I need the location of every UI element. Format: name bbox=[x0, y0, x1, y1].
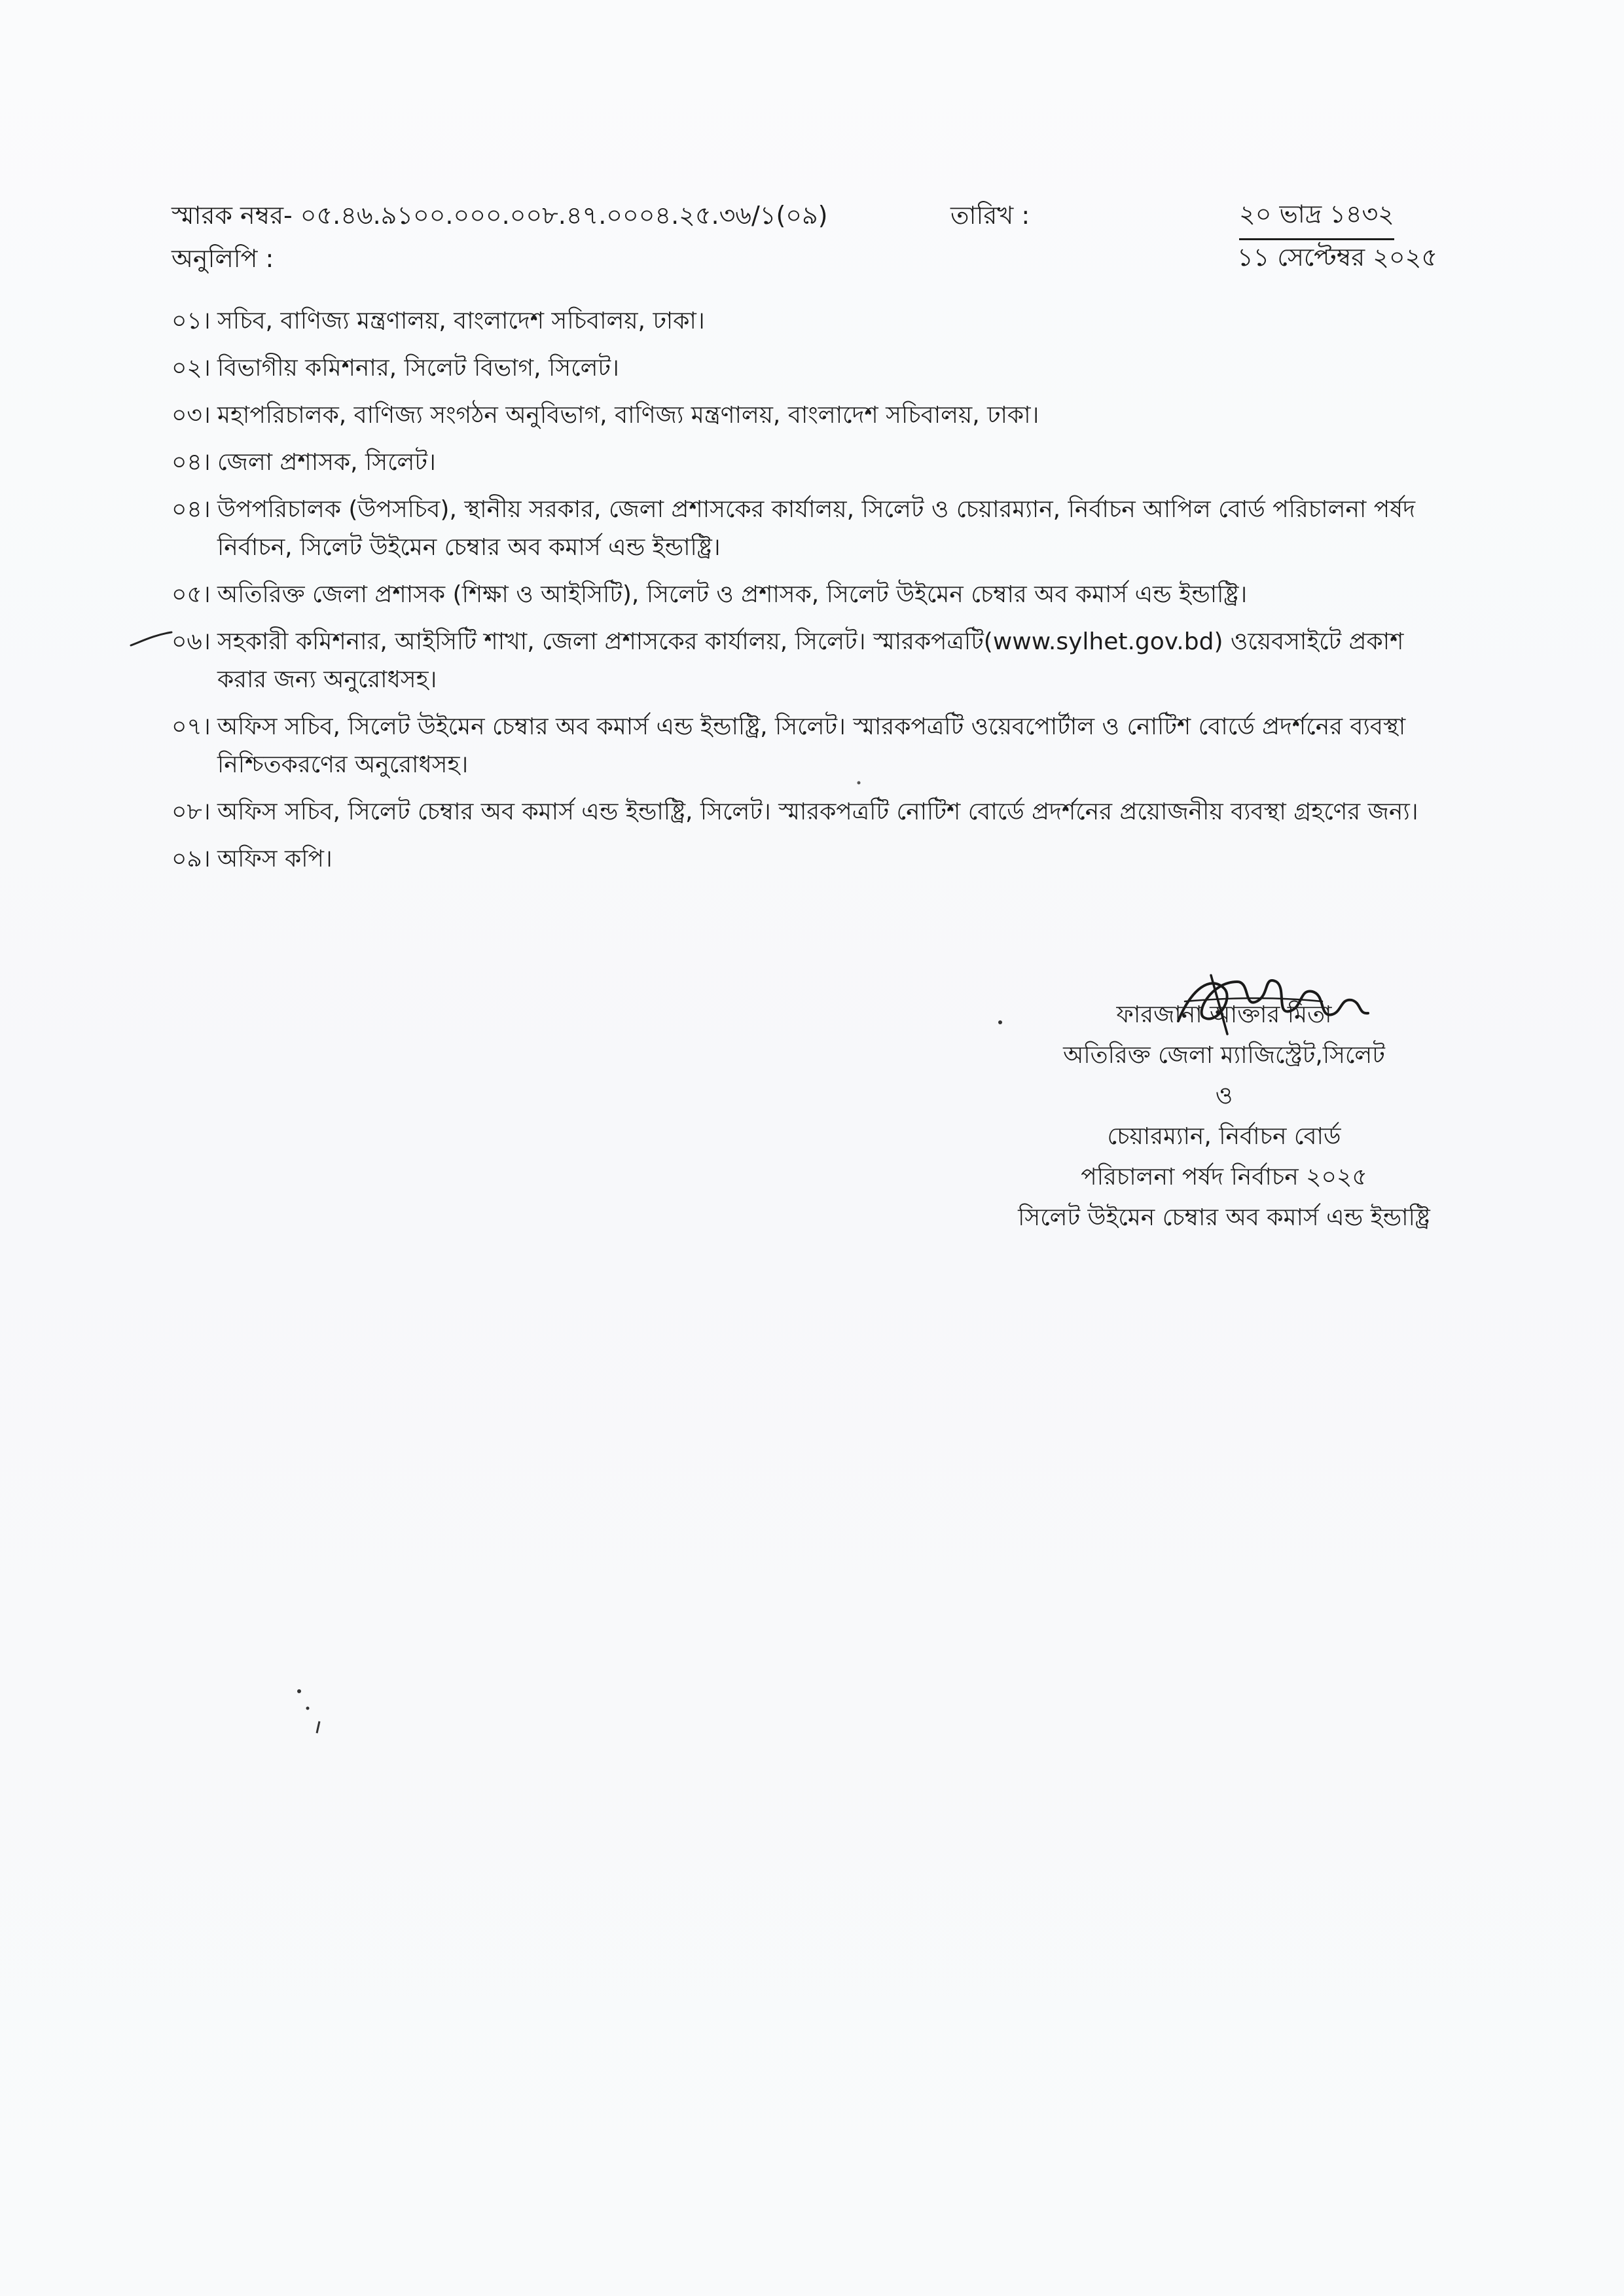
item-text: জেলা প্রশাসক, সিলেট। bbox=[217, 449, 436, 476]
item-text: উপপরিচালক (উপসচিব), স্থানীয় সরকার, জেলা প্রশাসকের কার্যালয়, সিলেট ও চেয়ারম্যান, নির্বাচন আপিল বোর্ড পরিচালনা পর্ষদ নির্বাচন, সিলেট উইমেন চেম্বার অব কমার্স এন্ড ইন্ডাষ্ট্রি। bbox=[217, 496, 1416, 561]
list-item bbox=[171, 350, 1448, 387]
item-number: ০৬। bbox=[171, 628, 211, 655]
list-item bbox=[171, 491, 1448, 567]
item-number: ০৮। bbox=[171, 798, 211, 825]
list-item bbox=[171, 397, 1448, 435]
signatory-conjunction: ও bbox=[1215, 1083, 1233, 1109]
list-item bbox=[171, 302, 1448, 340]
signatory-organization: সিলেট উইমেন চেম্বার অব কমার্স এন্ড ইন্ডাষ্ট্রি bbox=[1018, 1204, 1430, 1231]
item-number: ০৭। bbox=[171, 713, 211, 740]
list-item bbox=[171, 623, 1448, 699]
item-text: বিভাগীয় কমিশনার, সিলেট বিভাগ, সিলেট। bbox=[217, 355, 619, 382]
date-gregorian: ১১ সেপ্টেম্বর ২০২৫ bbox=[1237, 243, 1437, 272]
signatory-name: ফারজানা আক্তার মিতা bbox=[1116, 1001, 1332, 1028]
item-number: ০১। bbox=[171, 308, 211, 334]
item-text: অতিরিক্ত জেলা প্রশাসক (শিক্ষা ও আইসিটি), সিলেট ও প্রশাসক, সিলেট উইমেন চেম্বার অব কমার্স এন্ড ইন্ডাষ্ট্রি। bbox=[217, 581, 1248, 608]
list-item bbox=[171, 793, 1448, 831]
item-text: অফিস সচিব, সিলেট উইমেন চেম্বার অব কমার্স এন্ড ইন্ডাষ্ট্রি, সিলেট। স্মারকপত্রটি ওয়েবপোর্টাল ও নোটিশ বোর্ডে প্রদর্শনের ব্যবস্থা নিশ্চিতকরণের অনুরোধসহ। bbox=[217, 713, 1406, 778]
item-number: ০২। bbox=[171, 355, 211, 382]
list-item bbox=[171, 708, 1448, 784]
item-text: সহকারী কমিশনার, আইসিটি শাখা, জেলা প্রশাসকের কার্যালয়, সিলেট। স্মারকপত্রটি(www.sylhet.gov.bd) ওয়েবসাইটে প্রকাশ করার জন্য অনুরোধসহ। bbox=[217, 628, 1404, 693]
item-text: মহাপরিচালক, বাণিজ্য সংগঠন অনুবিভাগ, বাণিজ্য মন্ত্রণালয়, বাংলাদেশ সচিবালয়, ঢাকা। bbox=[217, 402, 1039, 429]
item-text: সচিব, বাণিজ্য মন্ত্রণালয়, বাংলাদেশ সচিবালয়, ঢাকা। bbox=[217, 308, 705, 334]
list-item bbox=[171, 444, 1448, 482]
list-item bbox=[171, 840, 1448, 878]
signatory-title: অতিরিক্ত জেলা ম্যাজিস্ট্রেট,সিলেট bbox=[1063, 1042, 1385, 1069]
signatory-role: চেয়ারম্যান, নির্বাচন বোর্ড bbox=[1107, 1123, 1341, 1150]
copy-label: অনুলিপি : bbox=[171, 244, 274, 273]
signatory-committee: পরিচালনা পর্ষদ নির্বাচন ২০২৫ bbox=[1081, 1164, 1367, 1191]
list-item bbox=[171, 576, 1448, 614]
item-number: ০৪। bbox=[171, 496, 211, 523]
item-number: ০৯। bbox=[171, 846, 211, 872]
handwritten-tick-mark-icon bbox=[128, 630, 174, 648]
item-number: ০৫। bbox=[171, 581, 211, 608]
memo-number: স্মারক নম্বর- ০৫.৪৬.৯১০০.০০০.০০৮.৪৭.০০০৪.২৫.৩৬/১(০৯) bbox=[171, 201, 828, 230]
date-label: তারিখ : bbox=[950, 201, 1030, 230]
item-number: ০৪। bbox=[171, 449, 211, 476]
item-number: ০৩। bbox=[171, 402, 211, 429]
signature-block bbox=[956, 995, 1492, 1238]
item-text: অফিস সচিব, সিলেট চেম্বার অব কমার্স এন্ড ইন্ডাষ্ট্রি, সিলেট। স্মারকপত্রটি নোটিশ বোর্ডে প্রদর্শনের প্রয়োজনীয় ব্যবস্থা গ্রহণের জন্য। bbox=[217, 798, 1418, 825]
item-text: অফিস কপি। bbox=[217, 846, 333, 872]
date-bangla: ২০ ভাদ্র ১৪৩২ bbox=[1239, 195, 1394, 240]
recipient-list bbox=[171, 302, 1448, 888]
